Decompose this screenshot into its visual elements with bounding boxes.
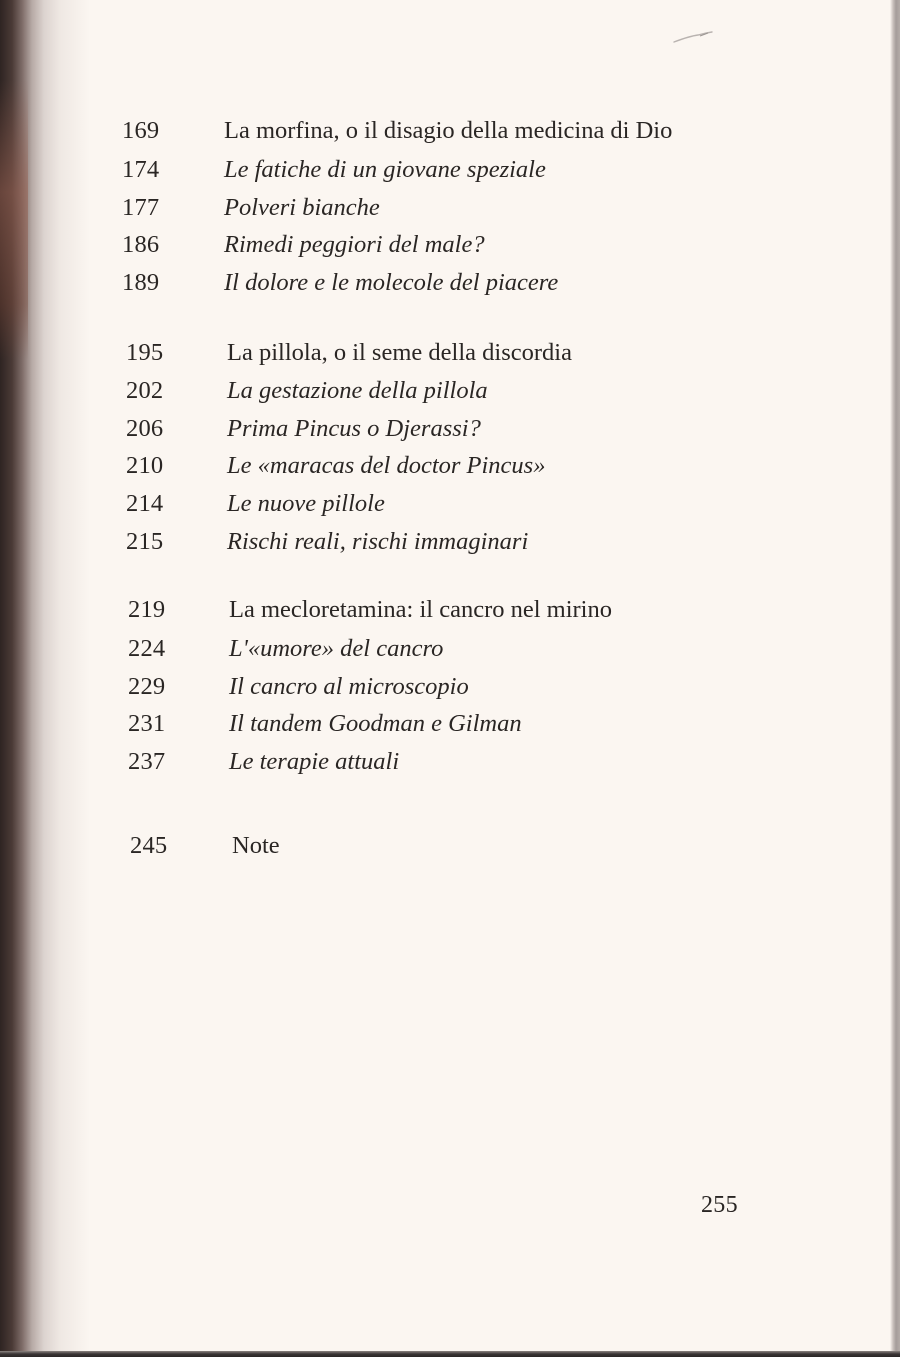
toc-page-number: 169: [122, 117, 160, 144]
toc-page-number: 237: [128, 748, 166, 775]
toc-subsection-title: Rischi reali, rischi immaginari: [227, 528, 529, 555]
page-number-folio: 255: [701, 1192, 738, 1218]
toc-chapter-entry: [0, 829, 900, 863]
pencil-mark-icon: [672, 30, 714, 44]
toc-subsection-title: L'«umore» del cancro: [229, 635, 444, 662]
toc-page-number: 174: [122, 156, 160, 183]
toc-chapter-entry: [0, 336, 900, 370]
toc-subsection-title: La gestazione della pillola: [227, 377, 488, 404]
toc-subsection-title: Le «maracas del doctor Pincus»: [227, 452, 546, 479]
toc-page-number: 195: [126, 339, 164, 366]
toc-page-number: 214: [126, 490, 164, 517]
toc-chapter-title: Note: [232, 832, 280, 859]
toc-subsection-title: Il tandem Goodman e Gilman: [229, 710, 522, 737]
toc-subsection-title: Polveri bianche: [224, 194, 380, 221]
toc-page-number: 231: [128, 710, 166, 737]
toc-subsection-entry: [0, 745, 900, 779]
toc-chapter-title: La mecloretamina: il cancro nel mirino: [229, 596, 612, 623]
toc-page-number: 224: [128, 635, 166, 662]
toc-subsection-entry: [0, 525, 900, 559]
toc-subsection-entry: [0, 228, 900, 262]
toc-subsection-entry: [0, 670, 900, 704]
toc-subsection-entry: [0, 153, 900, 187]
toc-chapter-entry: [0, 593, 900, 627]
toc-subsection-title: Le nuove pillole: [227, 490, 385, 517]
toc-chapter-title: La morfina, o il disagio della medicina di Dio: [224, 117, 673, 144]
page-bottom-edge: [0, 1351, 900, 1357]
toc-page-number: 186: [122, 231, 160, 258]
toc-subsection-title: Il cancro al microscopio: [229, 673, 469, 700]
toc-subsection-title: Prima Pincus o Djerassi?: [227, 415, 481, 442]
toc-subsection-title: Le terapie attuali: [229, 748, 400, 775]
toc-subsection-title: Il dolore e le molecole del piacere: [224, 269, 559, 296]
toc-subsection-entry: [0, 412, 900, 446]
toc-subsection-entry: [0, 449, 900, 483]
toc-subsection-entry: [0, 191, 900, 225]
toc-subsection-title: Le fatiche di un giovane speziale: [224, 156, 546, 183]
toc-page-number: 210: [126, 452, 164, 479]
toc-page-number: 215: [126, 528, 164, 555]
toc-subsection-entry: [0, 374, 900, 408]
toc-page-number: 202: [126, 377, 164, 404]
toc-page-number: 245: [130, 832, 168, 859]
toc-page-number: 206: [126, 415, 164, 442]
toc-page-number: 229: [128, 673, 166, 700]
toc-chapter-title: La pillola, o il seme della discordia: [227, 339, 572, 366]
toc-subsection-entry: [0, 266, 900, 300]
toc-chapter-entry: [0, 114, 900, 148]
toc-page-number: 189: [122, 269, 160, 296]
toc-subsection-entry: [0, 632, 900, 666]
toc-page-number: 177: [122, 194, 160, 221]
toc-page-number: 219: [128, 596, 166, 623]
toc-subsection-entry: [0, 707, 900, 741]
toc-subsection-title: Rimedi peggiori del male?: [224, 231, 485, 258]
toc-subsection-entry: [0, 487, 900, 521]
